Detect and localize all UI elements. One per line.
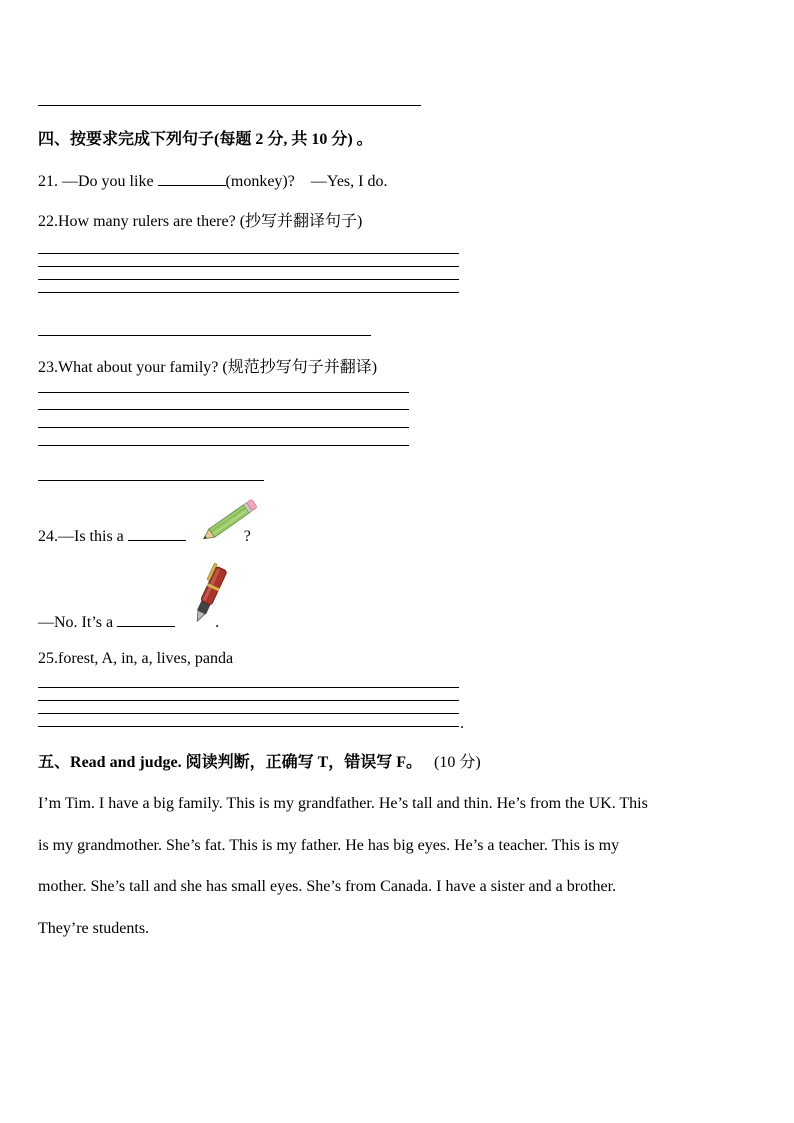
q21-answer: —Yes, I do.: [310, 173, 388, 190]
q25-end-mark: .: [460, 715, 464, 732]
answer-line: [38, 105, 421, 106]
q24-blank-2[interactable]: [117, 612, 175, 627]
answer-line[interactable]: [38, 253, 459, 254]
answer-line[interactable]: [38, 335, 371, 336]
q21-blank[interactable]: [158, 171, 226, 186]
q24-blank-1[interactable]: [128, 526, 186, 541]
answer-line[interactable]: [38, 279, 459, 280]
section-five-number: 五、: [38, 754, 71, 771]
answer-line[interactable]: [38, 266, 459, 267]
section-five-score: (10 分): [434, 754, 481, 771]
answer-line[interactable]: [38, 726, 459, 727]
section-four-title: 四、按要求完成下列句子(每题 2 分, 共 10 分) 。: [38, 131, 373, 148]
answer-line[interactable]: [38, 392, 409, 393]
section-five-title-cn: 阅读判断，正确写 T，错误写 F。: [181, 754, 427, 771]
passage-line: I’m Tim. I have a big family. This is my grandfather. He’s tall and thin. He’s from the UK. This: [38, 795, 648, 812]
question-25: 25.forest, A, in, a, lives, panda: [38, 650, 234, 667]
answer-line[interactable]: [38, 480, 264, 481]
passage-line: They’re students.: [38, 920, 150, 937]
q24-line2-start: —No. It’s a: [38, 614, 118, 631]
answer-line[interactable]: [38, 687, 459, 688]
answer-line[interactable]: [38, 700, 459, 701]
q24-line1-start: 24.—Is this a: [38, 528, 128, 545]
section-five-title: [38, 753, 481, 773]
passage-line: is my grandmother. She’s fat. This is my father. He has big eyes. He’s a teacher. This is my: [38, 837, 620, 854]
answer-line[interactable]: [38, 427, 409, 428]
section-five-title-en: Read and judge.: [70, 754, 182, 771]
q21-part2: (monkey)?: [225, 173, 295, 190]
answer-line[interactable]: [38, 409, 409, 410]
question-23: 23.What about your family? (规范抄写句子并翻译): [38, 359, 378, 376]
question-22: 22.How many rulers are there? (抄写并翻译句子): [38, 213, 363, 230]
answer-line[interactable]: [38, 445, 409, 446]
q21-number: 21: [38, 173, 54, 190]
question-21: [38, 171, 387, 192]
q24-line1-end: ?: [243, 528, 251, 545]
q21-part1: . —Do you like: [54, 173, 158, 190]
passage-line: mother. She’s tall and she has small eyes. She’s from Canada. I have a sister and a brother.: [38, 878, 617, 895]
pen-icon: [186, 560, 234, 628]
pencil-icon: [196, 498, 262, 544]
answer-line[interactable]: [38, 713, 459, 714]
q24-line2-end: .: [215, 614, 220, 631]
answer-line[interactable]: [38, 292, 459, 293]
